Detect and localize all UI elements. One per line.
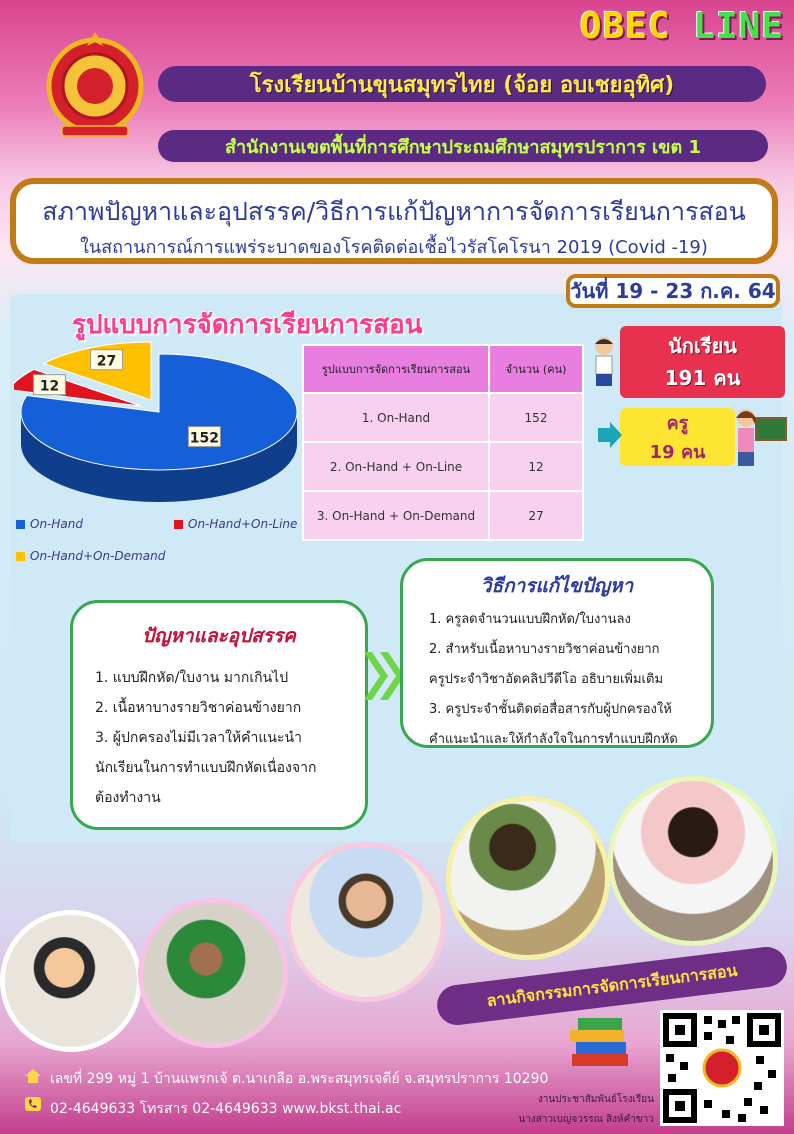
pie-data-label — [33, 375, 65, 395]
footer-credit-person: นางสาวเบญจวรรณ สิงห์คำขาว — [518, 1114, 654, 1125]
table-row — [303, 491, 583, 540]
table-row — [303, 393, 583, 442]
activities-banner-text: ลานกิจกรรมการจัดการเรียนการสอน — [485, 960, 739, 1010]
school-name: โรงเรียนบ้านขุนสมุทรไทย (จ้อย อบเชยอุทิศ) — [249, 72, 675, 98]
footer-contact: 02-4649633 โทรสาร 02-4649633 www.bkst.thai.ac — [50, 1101, 402, 1117]
activity-photo-1 — [0, 910, 142, 1052]
activity-photo-3 — [286, 842, 446, 1002]
problems-box — [70, 600, 368, 830]
table-cell: 2. On-Hand + On-Line — [303, 442, 489, 491]
subtitle: ในสถานการณ์การแพร่ระบาดของโรคติดต่อเชื้อไวรัสโคโรนา 2019 (Covid -19) — [80, 237, 708, 258]
students-count-card — [620, 326, 785, 398]
table-cell: 3. On-Hand + On-Demand — [303, 491, 489, 540]
teachers-value: 19 คน — [649, 442, 706, 463]
pie-slice — [21, 354, 297, 470]
students-label: นักเรียน — [668, 334, 737, 358]
footer-credit-unit: งานประชาสัมพันธ์โรงเรียน — [537, 1094, 654, 1105]
list-item: 3. ครูประจำชั้นติดต่อสื่อสารกับผู้ปกครองให้ — [429, 702, 672, 717]
arrow-right-icon — [596, 420, 624, 450]
solutions-list — [429, 605, 711, 755]
solutions-title: วิธีการแก้ไขปัญหา — [480, 575, 634, 597]
list-item: ต้องทำงาน — [95, 790, 161, 806]
pie-data-label — [91, 350, 123, 370]
school-name-banner — [158, 66, 766, 102]
chart-heading: รูปแบบการจัดการเรียนการสอน — [72, 310, 423, 340]
table-header-row — [303, 345, 583, 393]
phone-icon — [24, 1096, 42, 1112]
table-cell: 12 — [489, 442, 583, 491]
obec-line-logo — [580, 6, 784, 47]
brand-text-line: LINE — [693, 6, 784, 47]
teachers-label: ครู — [666, 413, 689, 434]
list-item: คำแนะนำและให้กำลังใจในการทำแบบฝึกหัด — [429, 732, 678, 747]
table-row — [303, 442, 583, 491]
legend-item-on-hand — [16, 517, 83, 531]
list-item: 2. เนื้อหาบางรายวิชาค่อนข้างยาก — [95, 700, 302, 716]
table-cell: 27 — [489, 491, 583, 540]
date-badge — [566, 274, 780, 308]
pie-chart — [14, 340, 304, 520]
teachers-count-card — [620, 408, 735, 466]
date-text: วันที่ 19 - 23 ก.ค. 64 — [570, 279, 776, 303]
legend-label: On-Hand+On-Line — [188, 517, 298, 531]
activity-photo-2 — [138, 898, 288, 1048]
legend-swatch — [16, 520, 25, 529]
list-item: 1. แบบฝึกหัด/ใบงาน มากเกินไป — [95, 670, 289, 686]
main-title: สภาพปัญหาและอุปสรรค/วิธีการแก้ปัญหาการจัดการเรียนการสอน — [42, 197, 746, 226]
list-item: นักเรียนในการทำแบบฝึกหัดเนื่องจาก — [95, 760, 317, 776]
home-icon — [24, 1068, 42, 1084]
legend-label: On-Hand+On-Demand — [30, 549, 166, 563]
legend-swatch — [174, 520, 183, 529]
table-cell: 1. On-Hand — [303, 393, 489, 442]
legend-swatch — [16, 552, 25, 561]
teacher-icon — [730, 404, 788, 470]
data-table — [302, 344, 584, 541]
svg-text:152: 152 — [189, 430, 220, 447]
table-header: จำนวน (คน) — [489, 345, 583, 393]
title-box — [10, 178, 778, 264]
students-value: 191 คน — [664, 366, 741, 390]
list-item: 1. ครูลดจำนวนแบบฝึกหัด/ใบงานลง — [429, 612, 631, 627]
activity-photo-5 — [608, 776, 778, 946]
legend-item-on-line — [174, 517, 297, 531]
pie-data-label — [188, 427, 220, 447]
school-seal-icon — [40, 28, 150, 138]
table-header: รูปแบบการจัดการเรียนการสอน — [303, 345, 489, 393]
svg-text:12: 12 — [39, 378, 60, 395]
problems-title: ปัญหาและอุปสรรค — [142, 625, 296, 647]
brand-text-obec: OBEC — [579, 6, 671, 47]
list-item: 3. ผู้ปกครองไม่มีเวลาให้คำแนะนำ — [95, 730, 302, 746]
list-item: ครูประจำวิชาอัดคลิปวีดีโอ อธิบายเพิ่มเติม — [429, 672, 664, 687]
office-name-banner — [158, 130, 768, 162]
table-cell: 152 — [489, 393, 583, 442]
list-item: 2. สำหรับเนื้อหาบางรายวิชาค่อนข้างยาก — [429, 642, 660, 657]
office-name: สำนักงานเขตพื้นที่การศึกษาประถมศึกษาสมุทรปราการ เขต 1 — [225, 136, 701, 158]
legend-label: On-Hand — [30, 517, 83, 531]
problems-list — [95, 663, 365, 813]
solutions-box — [400, 558, 714, 748]
footer-address: เลขที่ 299 หมู่ 1 บ้านแพรกเจ้ ต.นาเกลือ อ.พระสมุทรเจดีย์ จ.สมุทรปราการ 10290 — [50, 1071, 549, 1087]
legend-item-on-demand — [16, 549, 165, 563]
svg-text:27: 27 — [96, 353, 117, 370]
footer — [0, 1062, 794, 1134]
activity-photo-4 — [446, 796, 610, 960]
